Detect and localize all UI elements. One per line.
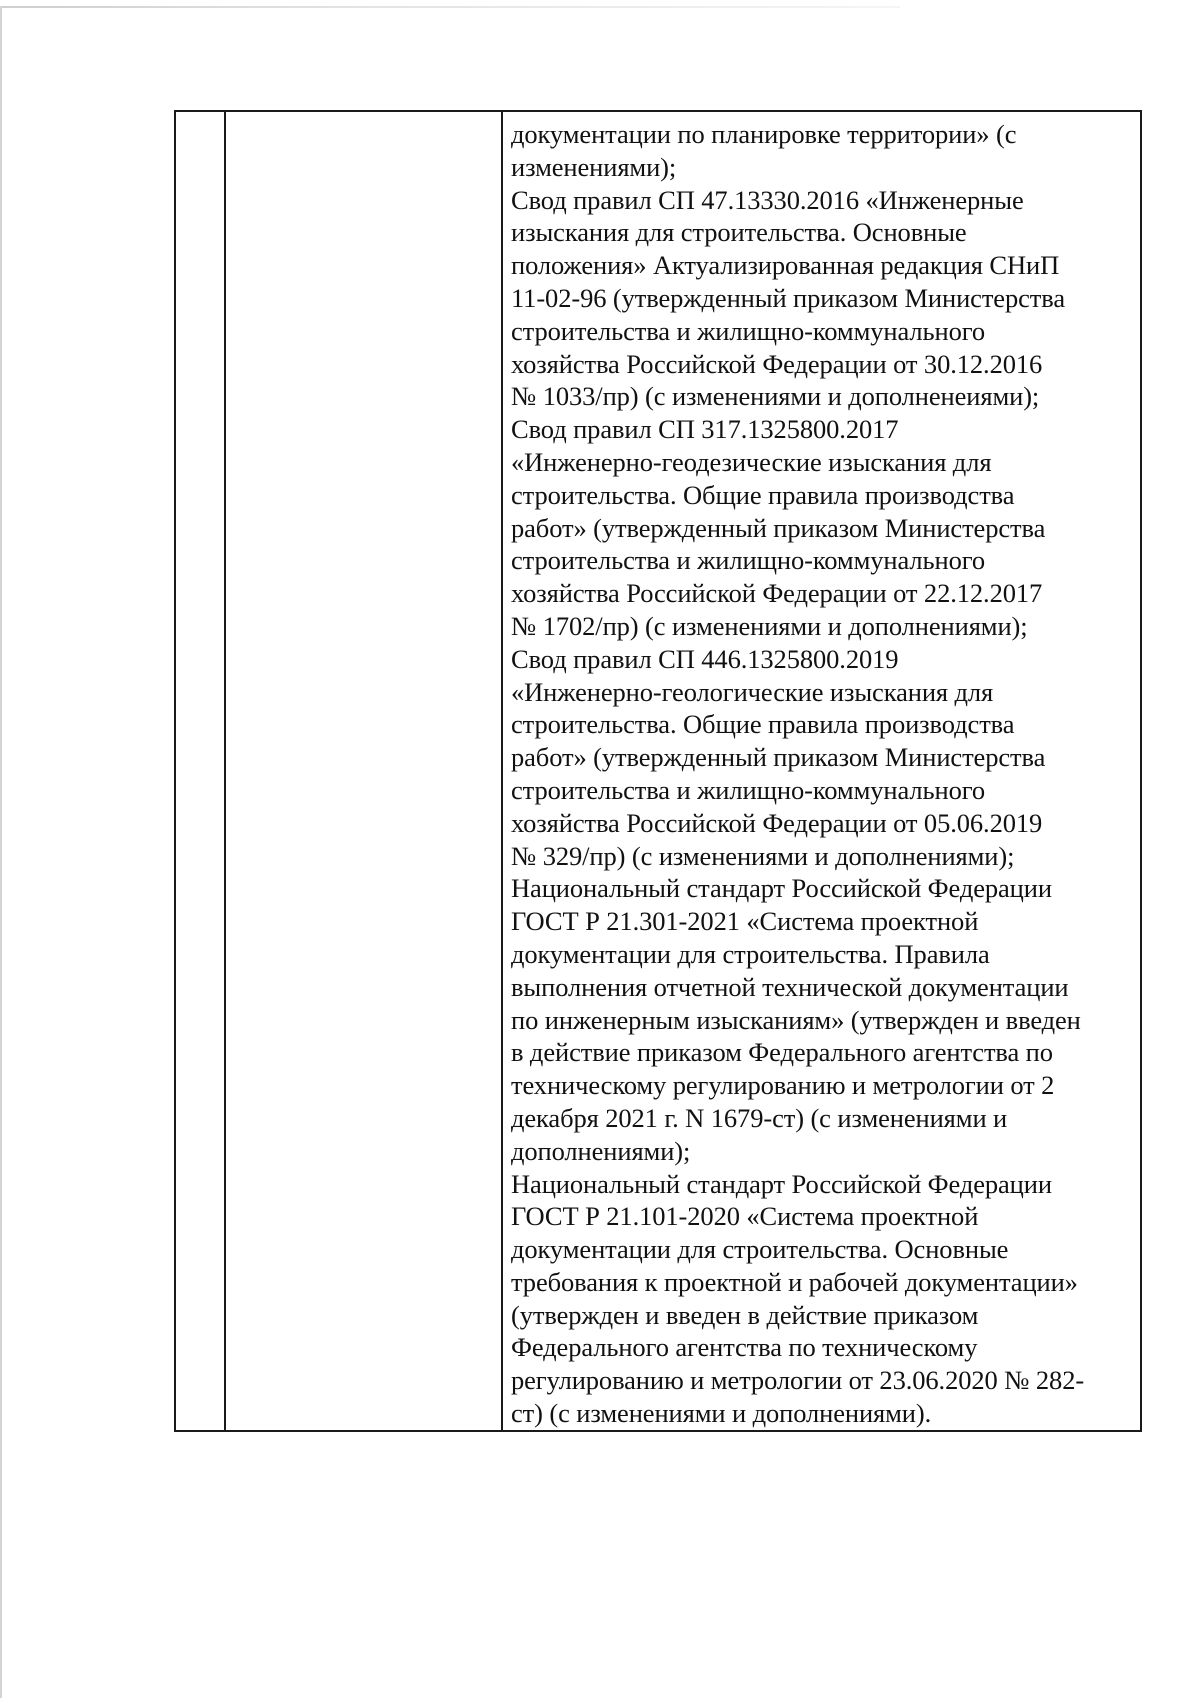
content-line: № 1033/пр) (с изменениями и дополненеиями);	[511, 381, 1040, 412]
content-line: хозяйства Российской Федерации от 30.12.2016	[511, 348, 1043, 379]
content-line: работ» (утвержденный приказом Министерства	[511, 512, 1046, 543]
content-line: требования к проектной и рабочей документации»	[511, 1266, 1078, 1297]
content-line: документации для строительства. Правила	[511, 938, 990, 969]
content-line: изменениями);	[511, 151, 677, 182]
document-table	[174, 110, 1142, 1432]
content-line: ГОСТ Р 21.101-2020 «Система проектной	[511, 1201, 979, 1232]
content-line: № 329/пр) (с изменениями и дополнениями);	[511, 840, 1015, 871]
table-cell-content	[503, 112, 1140, 1430]
content-line: строительства. Общие правила производства	[511, 709, 1015, 740]
content-line: хозяйства Российской Федерации от 05.06.2019	[511, 807, 1043, 838]
content-line: документации по планировке территории» (с	[511, 119, 1017, 149]
content-line: Свод правил СП 47.13330.2016 «Инженерные	[511, 184, 1024, 215]
content-line: «Инженерно-геодезические изыскания для	[511, 446, 992, 477]
content-line: дополнениями);	[511, 1135, 691, 1166]
content-line: Свод правил СП 317.1325800.2017	[511, 414, 899, 445]
content-line: Свод правил СП 446.1325800.2019	[511, 643, 899, 674]
content-line: документации для строительства. Основные	[511, 1234, 1009, 1265]
content-line: Федерального агентства по техническому	[511, 1332, 978, 1363]
scan-edge-left	[0, 6, 2, 1698]
content-line: положения» Актуализированная редакция СНиП	[511, 250, 1060, 281]
content-line: работ» (утвержденный приказом Министерства	[511, 742, 1046, 773]
content-line: строительства и жилищно-коммунального	[511, 774, 985, 805]
content-line: выполнения отчетной технической документации	[511, 971, 1069, 1002]
table-cell-number	[176, 112, 226, 1430]
content-line: строительства и жилищно-коммунального	[511, 315, 985, 346]
content-line: ст) (с изменениями и дополнениями).	[511, 1398, 932, 1429]
content-line: 11-02-96 (утвержденный приказом Министерства	[511, 282, 1065, 313]
content-line: изыскания для строительства. Основные	[511, 217, 967, 248]
content-line: регулированию и метрологии от 23.06.2020 № 282-	[511, 1365, 1085, 1396]
content-line: строительства. Общие правила производства	[511, 479, 1015, 510]
content-line: техническому регулированию и метрологии от 2	[511, 1070, 1055, 1101]
content-line: Национальный стандарт Российской Федерации	[511, 873, 1052, 904]
table-cell-name	[226, 112, 503, 1430]
content-line: в действие приказом Федерального агентства по	[511, 1037, 1053, 1068]
content-line: строительства и жилищно-коммунального	[511, 545, 985, 576]
content-line: хозяйства Российской Федерации от 22.12.2017	[511, 578, 1043, 609]
content-line: (утвержден и введен в действие приказом	[511, 1299, 979, 1330]
content-line: «Инженерно-геологические изыскания для	[511, 676, 994, 707]
content-line: декабря 2021 г. N 1679-ст) (с изменениями и	[511, 1102, 1008, 1133]
content-line: ГОСТ Р 21.301-2021 «Система проектной	[511, 906, 979, 937]
content-line: по инженерным изысканиям» (утвержден и введен	[511, 1004, 1081, 1035]
content-line: № 1702/пр) (с изменениями и дополнениями);	[511, 610, 1028, 641]
content-line: Национальный стандарт Российской Федерации	[511, 1168, 1052, 1199]
scan-edge-top	[0, 6, 900, 8]
